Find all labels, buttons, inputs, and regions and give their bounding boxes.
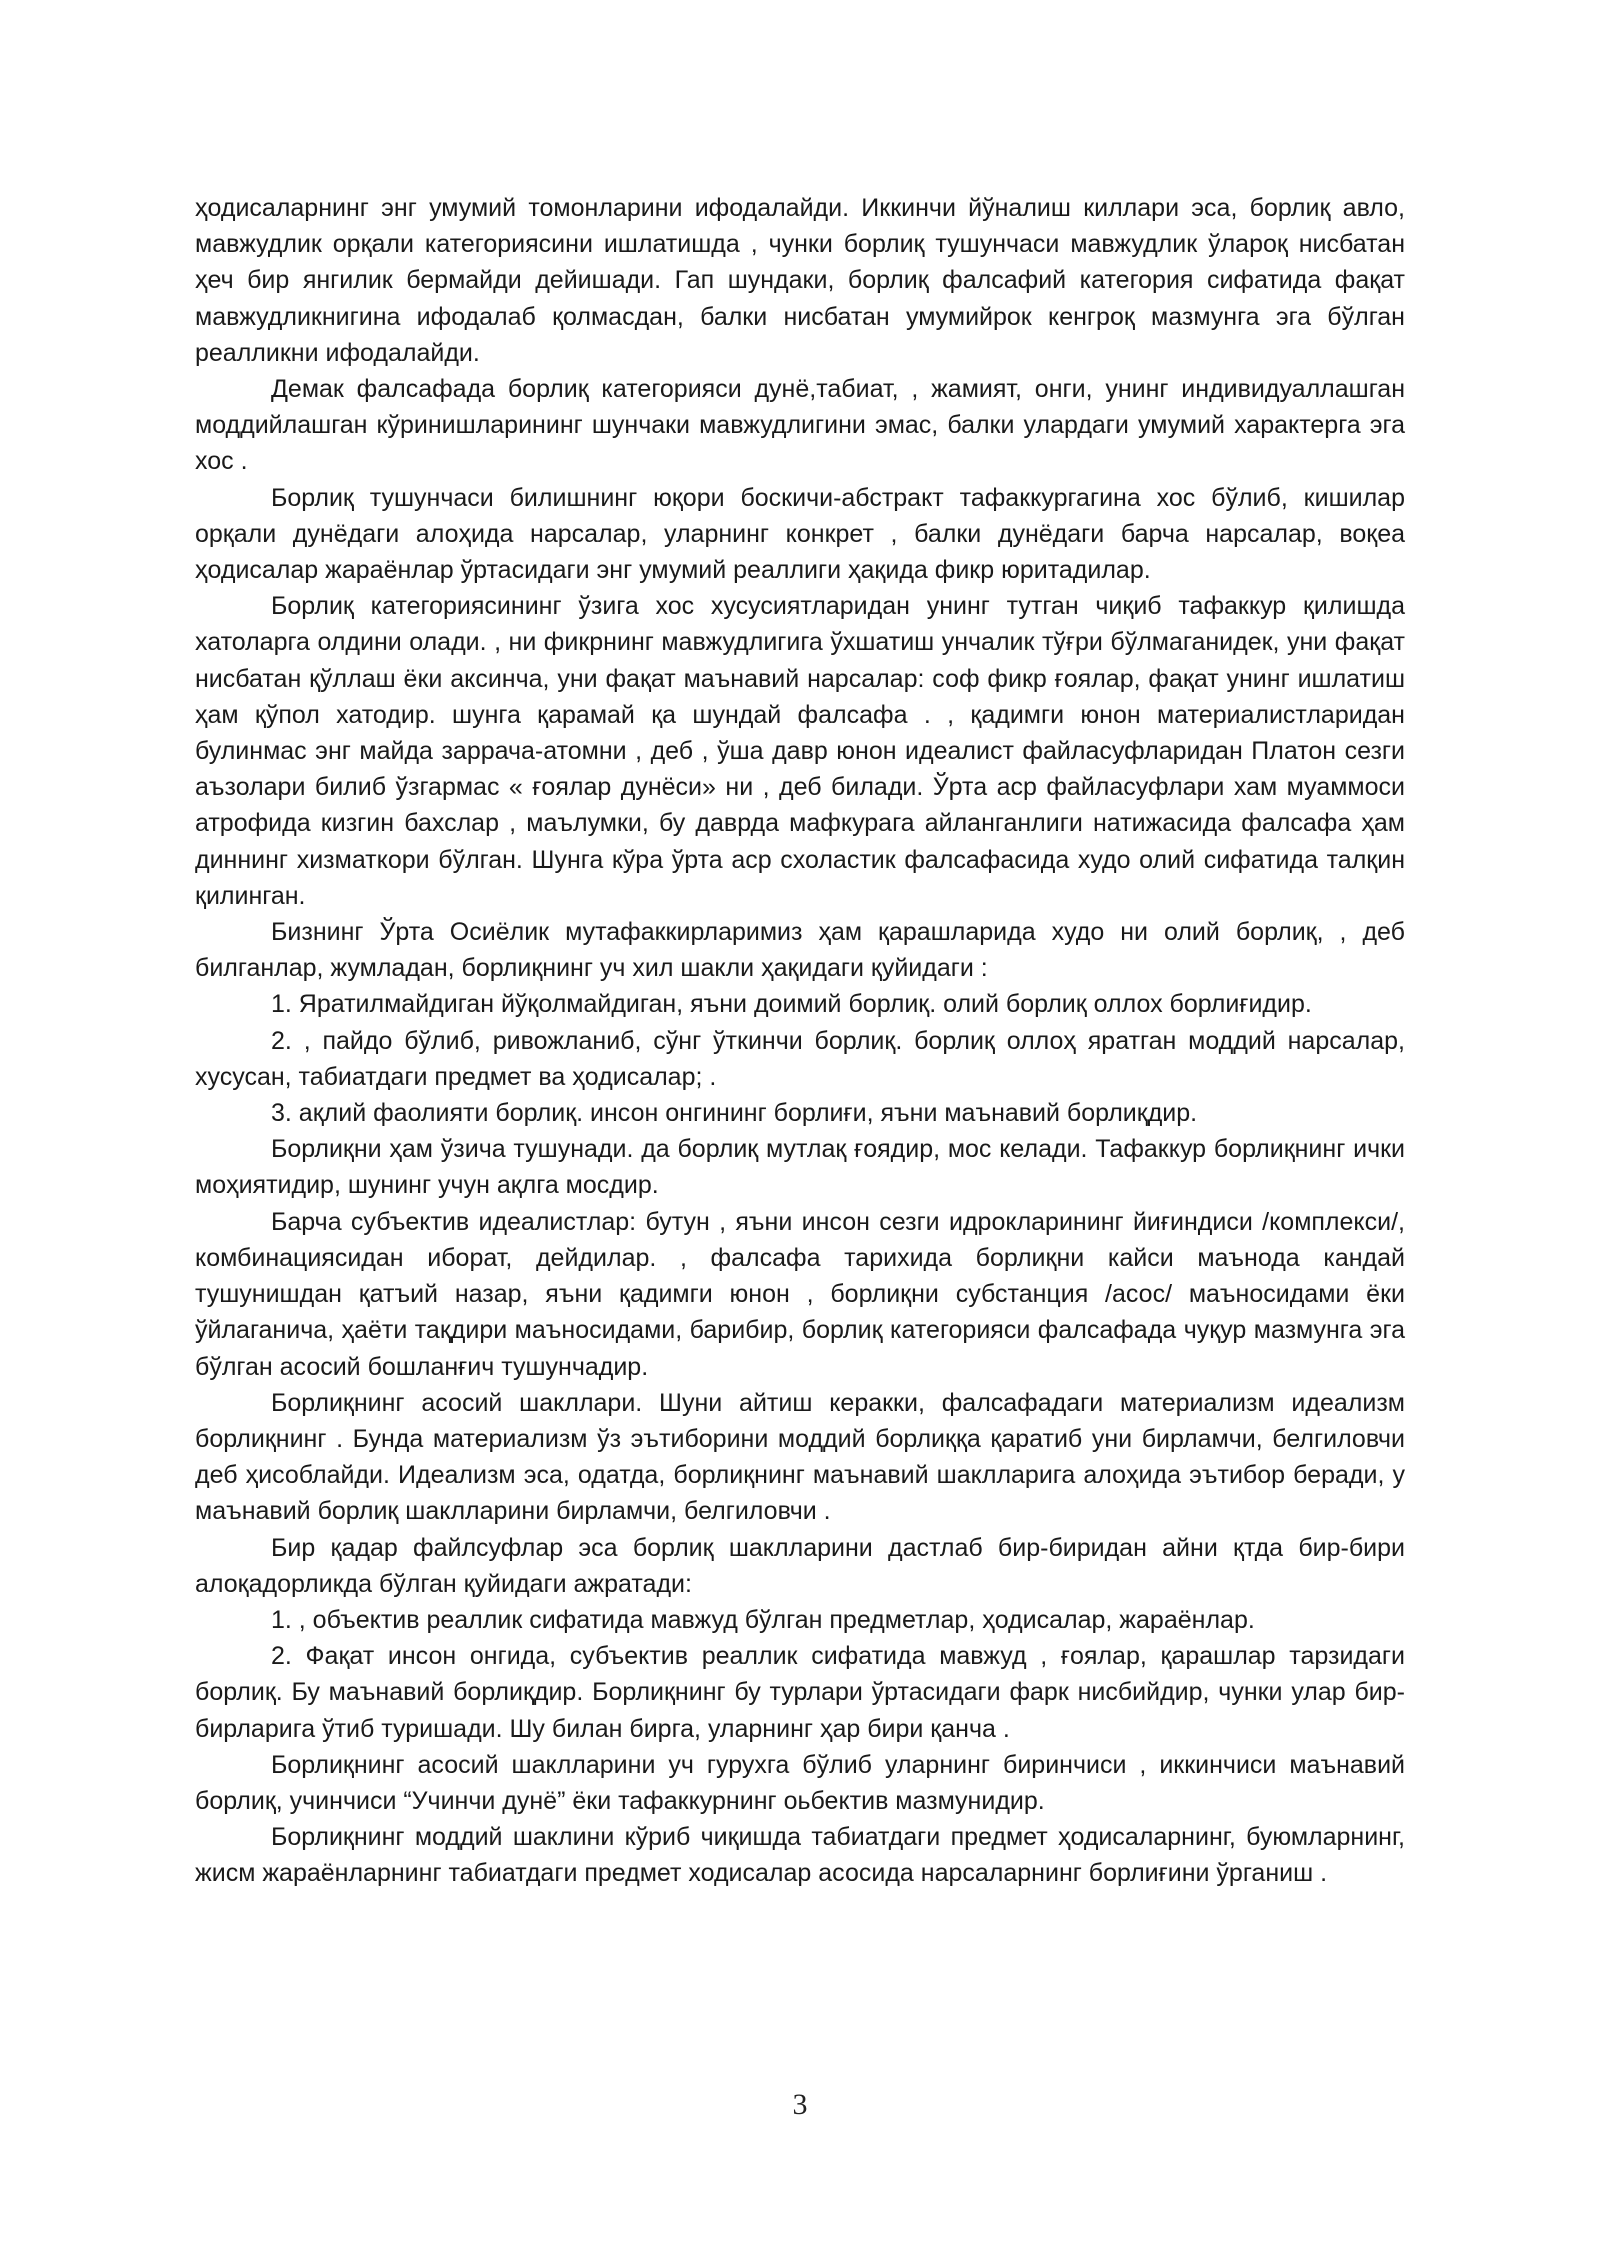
list-item: 1. Яратилмайдиган йўқолмайдиган, яъни доимий борлиқ. олий борлиқ оллох борлиғидир. [271,990,1312,1019]
paragraph: Демак фалсафада борлиқ категорияси дунё,табиат, , жамият, онги, унинг индивидуаллашган моддийлашган кўринишларининг шунчаки мавжудлигини эмас, балки улардаги умумий характерга эга хос . [195,375,1405,476]
paragraph: ҳодисаларнинг энг умумий томонларини ифодалайди. Иккинчи йўналиш киллари эса, борлиқ авло, мавжудлик орқали категориясини ишлатишда , чунки борлиқ тушунчаси мавжудлик ўлароқ нисбатан ҳеч бир янгилик бермайди дейишади. Гап шундаки, борлиқ фалсафий категория сифатида фақат мавжудликнигина ифодалаб қолмасдан, балки нисбатан умумийрок кенгроқ мазмунга эга бўлган реалликни ифодалайди. [195,194,1405,367]
paragraph: Борлиқнинг асосий шаклларини уч гурухга бўлиб уларнинг биринчиси , иккинчиси маънавий борлиқ, учинчиси “Учинчи дунё” ёки тафаккурнинг оьбектив мазмунидир. [195,1750,1405,1815]
paragraph: Борлиқ тушунчаси билишнинг юқори боскичи-абстракт тафаккургагина хос бўлиб, кишилар орқали дунёдаги алоҳида нарсалар, уларнинг конкрет , балки дунёдаги барча нарсалар, воқеа ҳодисалар жараёнлар ўртасидаги энг умумий реаллиги ҳақида фикр юритадилар. [195,483,1405,585]
paragraph: Борлиқнинг асосий шакллари. Шуни айтиш керакки, фалсафадаги материализм идеализм борлиқнинг . Бунда материализм ўз эътиборини моддий борлиққа қаратиб уни бирламчи, белгиловчи деб ҳисоблайди. Идеализм эса, одатда, борлиқнинг маънавий шаклларига алоҳида эътибор беради, у маънавий борлиқ шаклларини бирламчи, белгиловчи . [195,1388,1405,1526]
paragraph: Борлиқни ҳам ўзича тушунади. да борлиқ мутлақ ғоядир, мос келади. Тафаккур борлиқнинг ички моҳиятидир, шунинг учун ақлга мосдир. [195,1135,1405,1200]
paragraph: Бир қадар файлсуфлар эса борлиқ шаклларини дастлаб бир-биридан айни қтда бир-бири алоқадорликда бўлган қуйидаги ажратади: [195,1533,1405,1598]
paragraph: Борлиқ категориясининг ўзига хос хусусиятларидан унинг тутган чиқиб тафаккур қилишда хатоларга олдини олади. , ни фикрнинг мавжудлигига ўхшатиш унчалик тўғри бўлмаганидек, уни фақат нисбатан қўллаш ёки аксинча, уни фақат маънавий нарсалар: соф фикр ғоялар, фақат унинг ишлатиш ҳам қўпол хатодир. шунга қарамай қа шундай фалсафа . , қадимги юнон материалистларидан булинмас энг майда заррача-атомни , деб , ўша давр юнон идеалист файласуфларидан Платон сезги аъзолари билиб ўзгармас « ғоялар дунёси» ни , деб билади. Ўрта аср файласуфлари хам муаммоси атрофида кизгин бахслар , маълумки, бу даврда мафкурага айланганлиги натижасида фалсафа ҳам диннинг хизматкори бўлган. Шунга кўра ўрта аср схоластик фалсафасида худо олий сифатида талқин қилинган. [195,592,1405,910]
list-item: 2. , пайдо бўлиб, ривожланиб, сўнг ўткинчи борлиқ. борлиқ оллоҳ яратган моддий нарсалар, хусусан, табиатдаги предмет ва ҳодисалар; . [195,1026,1405,1091]
paragraph: Борлиқнинг моддий шаклини кўриб чиқишда табиатдаги предмет ҳодисаларнинг, буюмларнинг, жисм жараёнларнинг табиатдаги предмет ходисалар асосида нарсаларнинг борлиғини ўрганиш . [195,1823,1405,1888]
page-number: 3 [792,2088,808,2121]
list-item: 1. , объектив реаллик сифатида мавжуд бўлган предметлар, ҳодисалар, жараёнлар. [271,1605,1255,1634]
paragraph: Барча субъектив идеалистлар: бутун , яъни инсон сезги идрокларининг йиғиндиси /комплекси/, комбинациясидан иборат, дейдилар. , фалсафа тарихида борлиқни кайси маънода кандай тушунишдан қатъий назар, яъни қадимги юнон , борлиқни субстанция /асос/ маъносидами ёки ўйлаганича, ҳаёти тақдири маъносидами, барибир, борлиқ категорияси фалсафада чуқур мазмунга эга бўлган асосий бошланғич тушунчадир. [195,1207,1405,1381]
list-item: 3. ақлий фаолияти борлиқ. инсон онгининг борлиғи, яъни маънавий борлиқдир. [271,1099,1198,1128]
paragraph: Бизнинг Ўрта Осиёлик мутафаккирларимиз ҳам қарашларида худо ни олий борлиқ, , деб билганлар, жумладан, борлиқнинг уч хил шакли ҳақидаги қуйидаги : [195,918,1405,983]
document-body [195,190,1405,1892]
list-item: 2. Фақат инсон онгида, субъектив реаллик сифатида мавжуд , ғоялар, қарашлар тарзидаги борлиқ. Бу маънавий борлиқдир. Борлиқнинг бу турлари ўртасидаги фарк нисбийдир, чунки улар бир-бирларига ўтиб туришади. Шу билан бирга, уларнинг ҳар бири қанча . [195,1642,1405,1743]
